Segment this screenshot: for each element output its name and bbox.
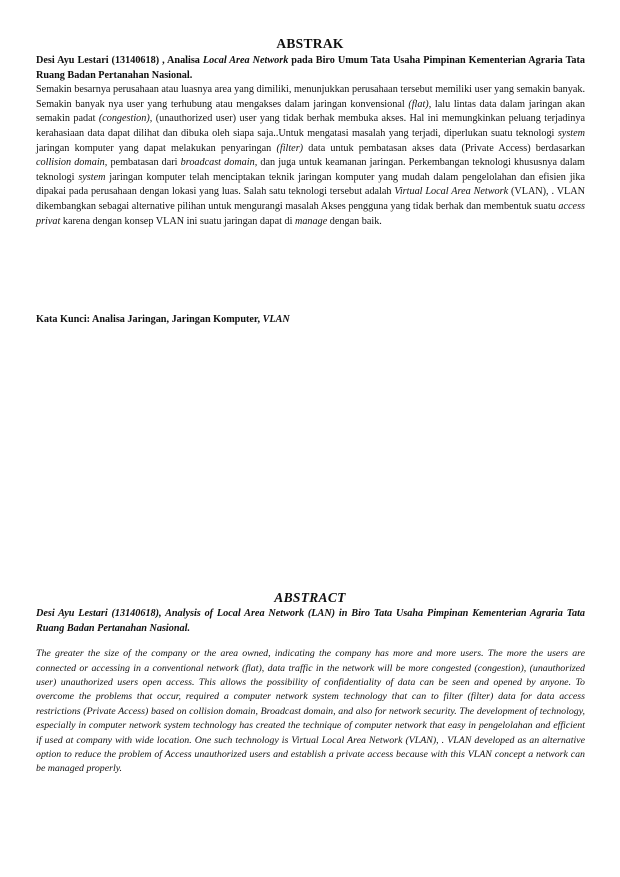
text-run: Local Area Network xyxy=(202,55,289,66)
text-run: Kata Kunci: Analisa Jaringan, Jaringan Komputer, xyxy=(36,314,263,325)
abstract-heading: Desi Ayu Lestari (13140618), Analysis of Local Area Network (LAN) in Biro Tata Usaha Pimpinan Kementerian Agraria Tata Ruang Badan Pertanahan Nasional. xyxy=(36,608,585,634)
text-run: Semakin besarnya perusahaan atau luasnya area yang dimiliki, menunjukkan perusahaan tersebut memiliki user yang semakin banyak. Semakin banyak nya user yang terhubung atau mengakses dalam jaringan konvensional xyxy=(36,84,585,110)
text-run: broadcast domain, xyxy=(180,157,258,169)
abstrak-body xyxy=(36,83,585,229)
text-run: collision domain, xyxy=(36,157,108,169)
text-run: pada Biro Umum Tata Usaha Pimpinan Kementerian Agraria Tata Ruang Badan Pertanahan Nasional. xyxy=(36,55,586,81)
text-run: access privat xyxy=(36,200,585,227)
text-run: dengan baik. xyxy=(327,215,382,227)
text-run: manage xyxy=(294,215,328,227)
text-run: (filter) xyxy=(276,142,304,154)
abstrak-section xyxy=(36,54,585,229)
abstract-section xyxy=(36,607,585,777)
text-run: lalu lintas data dalam jaringan akan semakin padat xyxy=(36,98,585,125)
text-run: Desi Ayu Lestari (13140618) , Analisa xyxy=(36,55,203,66)
abstract-title: ABSTRACT xyxy=(274,590,346,605)
text-run: VLAN xyxy=(262,314,290,325)
text-run: jaringan komputer telah menciptakan teknik jaringan komputer yang mudah dalam pengelolahan dan efisien jika dipakai pada perusahaan dengan lokasi yang luas. Salah satu teknologi tersebut adalah xyxy=(36,171,586,198)
text-run: data untuk pembatasan akses data (Private Access) berdasarkan xyxy=(303,142,585,154)
text-run: (congestion), xyxy=(98,113,153,125)
text-run: pembatasan dari xyxy=(107,157,181,169)
text-run: system xyxy=(557,127,585,139)
abstrak-heading xyxy=(36,54,585,83)
text-run: karena dengan konsep VLAN ini suatu jaringan dapat di xyxy=(60,215,295,227)
text-run: dan juga untuk keamanan jaringan. Perkembangan teknologi khususnya dalam teknologi xyxy=(36,157,585,183)
text-run: (flat), xyxy=(408,98,432,110)
text-run: jaringan komputer yang dapat melakukan penyaringan xyxy=(36,142,277,154)
text-run: (unauthorized user) user yang tidak berhak membuka akses. Hal ini memungkinkan peluang terjadinya kerahasiaan data dapat dilihat dan dibuka oleh siapa saja..Untuk mengatasi masalah yang terjadi, diperlukan suatu teknologi xyxy=(36,113,585,139)
text-run: system xyxy=(78,171,106,183)
abstract-body: The greater the size of the company or the area owned, indicating the company has more and more users. The more the users are connected or accessing in a conventional network (flat), data traffic in the network will be more congested (congestion), (unauthorized user) unauthorized users open access. This allows the possibility of confidentiality of data can be seen and opened by anyone. To overcome the problems that occur, required a computer network system technology that can to filter (filter) data for data access restrictions (Private Access) based on collision domain, Broadcast domain, and also for network security. The development of technology, especially in computer network system technology has created the technique of computer network that easy in pengelolahan and efficient if used at company with wide location. One such technology is Virtual Local Area Network (VLAN), . VLAN developed as an alternative option to reduce the problem of Access unauthorized users and establish a private access because with this VLAN concept a network can be managed properly. xyxy=(36,648,585,775)
text-run: Virtual Local Area Network xyxy=(394,186,509,198)
abstrak-keywords xyxy=(36,314,290,325)
abstrak-title: ABSTRAK xyxy=(276,36,344,51)
text-run: (VLAN), . VLAN dikembangkan sebagai alternative pilihan untuk mengurangi masalah Akses pengguna yang tidak berhak dan membentuk suatu xyxy=(36,186,585,212)
